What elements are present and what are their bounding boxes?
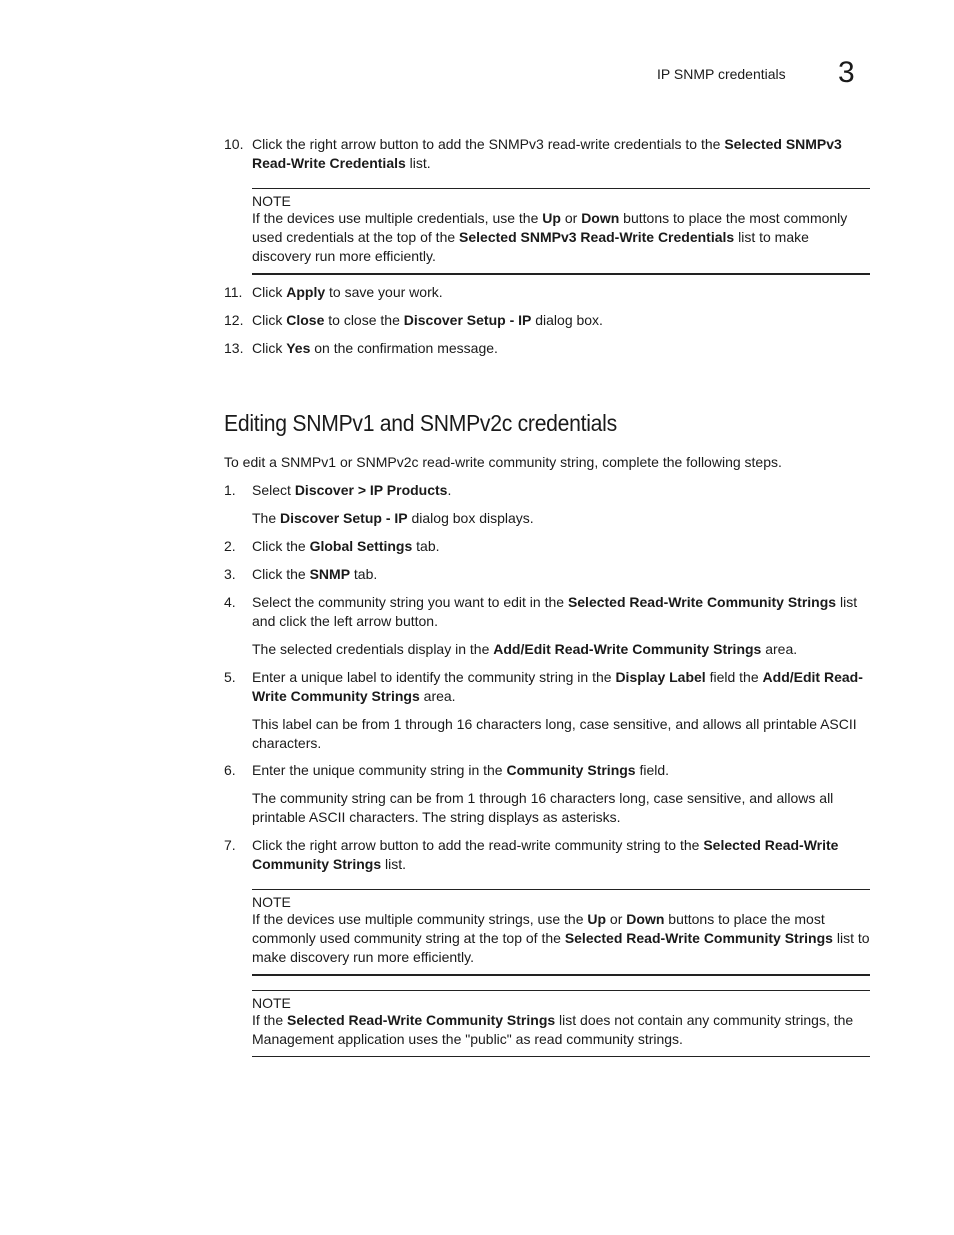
text-run: Click the right arrow button to add the read-write community string to the <box>252 837 704 853</box>
text-run: area. <box>761 641 798 657</box>
text-run: Click <box>252 340 287 356</box>
step-text <box>252 311 870 330</box>
step-number: 6. <box>224 762 236 778</box>
text-run: Click <box>252 312 287 328</box>
text-run: Click the <box>252 566 310 582</box>
text-run: If the devices use multiple community strings, use the <box>252 911 588 927</box>
note-label: NOTE <box>252 894 291 910</box>
note-text <box>252 1011 870 1056</box>
step-number: 3. <box>224 566 236 582</box>
step-text <box>252 593 870 631</box>
text-run: Select <box>252 482 295 498</box>
ui-term: Selected Read-Write Community Strings <box>252 837 839 872</box>
step-number: 7. <box>224 837 236 853</box>
note-box <box>252 188 870 275</box>
text-run: list does not contain any community strings, the Management application uses the "public" as read community strings. <box>252 1012 854 1047</box>
text-run: buttons to place the most commonly used credentials at the top of the <box>252 210 848 245</box>
text-run: field the <box>705 669 763 685</box>
ui-term: Display Label <box>615 669 706 685</box>
ui-term: Global Settings <box>309 538 413 554</box>
note-text <box>252 910 870 974</box>
section-heading: Editing SNMPv1 and SNMPv2c credentials <box>224 410 617 436</box>
ui-term: Yes <box>286 340 311 356</box>
step-text <box>252 537 870 556</box>
text-run: If the <box>252 1012 288 1028</box>
text-run: field. <box>635 762 670 778</box>
text-run: to close the <box>324 312 404 328</box>
ui-term: Close <box>286 312 325 328</box>
ui-term: Selected Read-Write Community Strings <box>567 594 837 610</box>
step-text <box>252 836 870 874</box>
step-number: 2. <box>224 538 236 554</box>
ui-term: Discover Setup - IP <box>280 510 408 526</box>
note-box <box>252 990 870 1057</box>
text-run: to save your work. <box>325 284 443 300</box>
text-run: This label can be from 1 through 16 characters long, case sensitive, and allows all printable ASCII characters. <box>252 716 857 751</box>
text-run: dialog box displays. <box>407 510 534 526</box>
text-run: . <box>447 482 452 498</box>
step-result <box>252 509 870 528</box>
ui-term: Add/Edit Read-Write Community Strings <box>252 669 863 704</box>
note-text <box>252 209 870 273</box>
chapter-number: 3 <box>838 56 855 89</box>
section-intro: To edit a SNMPv1 or SNMPv2c read-write community string, complete the following steps. <box>224 454 782 470</box>
header-title: IP SNMP credentials <box>657 66 786 82</box>
ui-term: Selected Read-Write Community Strings <box>564 930 833 946</box>
text-run: list. <box>381 856 407 872</box>
step-text <box>252 283 870 302</box>
step-text <box>252 668 870 706</box>
text-run: Click the right arrow button to add the SNMPv3 read-write credentials to the <box>252 136 725 152</box>
text-run: buttons to place the most commonly used community string at the top of the <box>252 911 825 946</box>
ui-term: Apply <box>286 284 326 300</box>
page-header <box>0 56 954 92</box>
step-number: 4. <box>224 594 236 610</box>
step-text <box>252 761 870 780</box>
text-run: on the confirmation message. <box>310 340 498 356</box>
text-run: Enter a unique label to identify the community string in the <box>252 669 616 685</box>
ui-term: Discover > IP Products <box>294 482 448 498</box>
step-text <box>252 339 870 358</box>
step-number: 13. <box>224 340 244 356</box>
text-run: dialog box. <box>531 312 603 328</box>
ui-term: Selected Read-Write Community Strings <box>287 1012 556 1028</box>
step-text <box>252 481 870 500</box>
step-number: 11. <box>224 284 243 300</box>
text-run: or <box>606 911 627 927</box>
step-result <box>252 715 870 753</box>
ui-term: Selected SNMPv3 Read-Write Credentials <box>252 136 842 171</box>
ui-term: Up <box>587 911 607 927</box>
text-run: Click the <box>252 538 310 554</box>
text-run: list. <box>405 155 431 171</box>
text-run: Select the community string you want to edit in the <box>252 594 568 610</box>
step-text <box>252 135 870 173</box>
text-run: tab. <box>412 538 440 554</box>
text-run: tab. <box>350 566 378 582</box>
note-label: NOTE <box>252 995 291 1011</box>
text-run: The community string can be from 1 through 16 characters long, case sensitive, and allows all printable ASCII characters. The string displays as asterisks. <box>252 790 834 825</box>
text-run: list to make discovery run more efficiently. <box>252 930 870 965</box>
text-run: area. <box>419 688 456 704</box>
text-run: The selected credentials display in the <box>252 641 494 657</box>
step-number: 10. <box>224 136 244 152</box>
text-run: list and click the left arrow button. <box>252 594 858 629</box>
ui-term: Down <box>626 911 665 927</box>
ui-term: Up <box>542 210 561 226</box>
note-label: NOTE <box>252 193 291 209</box>
text-run: Enter the unique community string in the <box>252 762 507 778</box>
text-run: or <box>560 210 582 226</box>
ui-term: Down <box>581 210 620 226</box>
step-result <box>252 789 870 827</box>
step-text <box>252 565 870 584</box>
ui-term: SNMP <box>309 566 351 582</box>
step-number: 12. <box>224 312 244 328</box>
ui-term: Add/Edit Read-Write Community Strings <box>493 641 762 657</box>
text-run: The <box>252 510 281 526</box>
text-run: If the devices use multiple credentials, use the <box>252 210 543 226</box>
ui-term: Discover Setup - IP <box>403 312 532 328</box>
ui-term: Selected SNMPv3 Read-Write Credentials <box>459 229 735 245</box>
step-number: 5. <box>224 669 236 685</box>
note-box <box>252 889 870 976</box>
text-run: list to make discovery run more efficiently. <box>252 229 809 264</box>
ui-term: Community Strings <box>506 762 636 778</box>
step-number: 1. <box>224 482 236 498</box>
text-run: Click <box>252 284 287 300</box>
step-result <box>252 640 870 659</box>
